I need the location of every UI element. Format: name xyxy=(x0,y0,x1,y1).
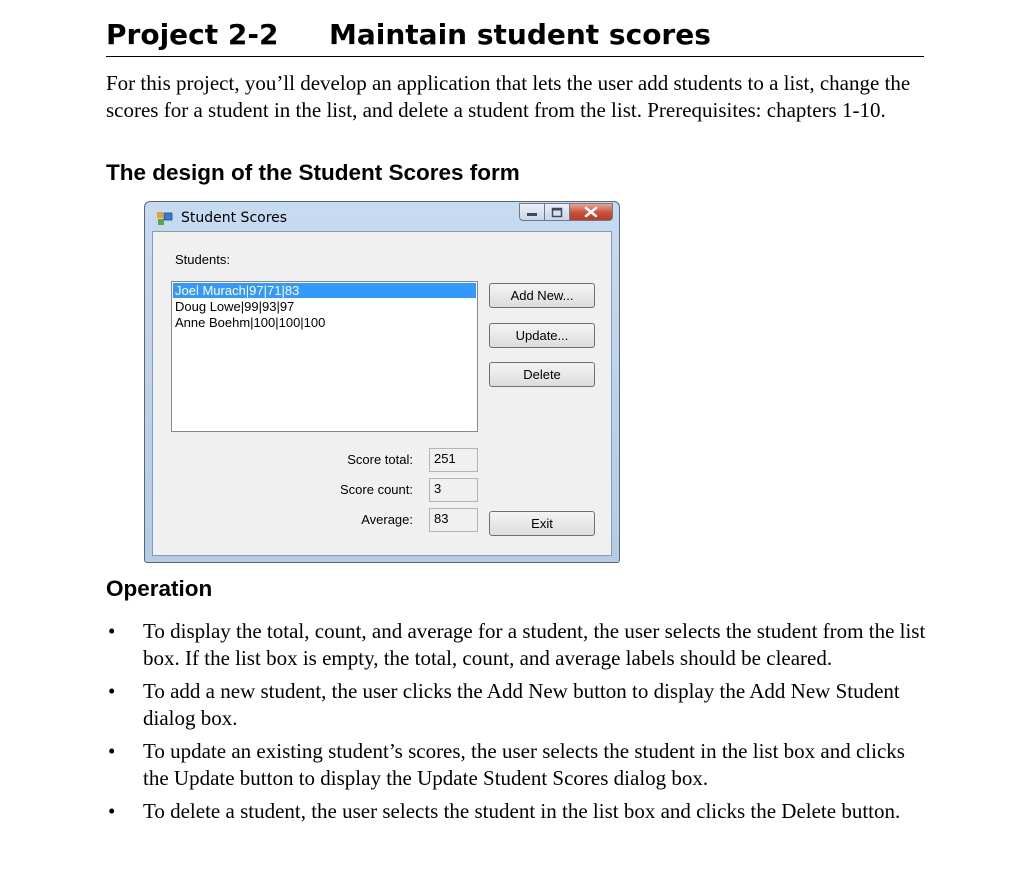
project-title-row xyxy=(106,16,924,57)
score-count-value: 3 xyxy=(429,478,478,502)
intro-paragraph: For this project, you’ll develop an application that lets the user add students to a list, change the scores for a student in the list, and delete a student from the list. Prerequisites: chapters 1-10. xyxy=(106,71,911,122)
bullet-icon: • xyxy=(108,799,116,823)
bullet-text: To update an existing student’s scores, the user selects the student in the list box and clicks the Update button to display the Update Student Scores dialog box. xyxy=(143,739,905,790)
student-scores-window xyxy=(144,201,620,563)
list-item[interactable]: Doug Lowe|99|93|97 xyxy=(175,299,295,314)
minimize-button[interactable] xyxy=(519,203,545,221)
minimize-icon xyxy=(520,204,544,220)
list-item[interactable]: Anne Boehm|100|100|100 xyxy=(175,315,326,330)
list-item[interactable]: Joel Murach|97|71|83 xyxy=(173,283,476,298)
delete-button[interactable]: Delete xyxy=(489,362,595,387)
score-total-value: 251 xyxy=(429,448,478,472)
add-new-button[interactable]: Add New... xyxy=(489,283,595,308)
bullet-text: To add a new student, the user clicks the Add New button to display the Add New Student dialog box. xyxy=(143,679,900,730)
window-title: Student Scores xyxy=(181,210,288,226)
maximize-icon xyxy=(545,204,569,220)
operation-heading: Operation xyxy=(106,576,213,601)
average-label: Average: xyxy=(361,512,413,527)
students-listbox[interactable] xyxy=(171,281,478,432)
bullet-icon: • xyxy=(108,739,116,763)
design-heading: The design of the Student Scores form xyxy=(106,160,520,185)
average-value: 83 xyxy=(429,508,478,532)
list-item xyxy=(106,738,926,791)
students-label: Students: xyxy=(175,252,230,267)
close-button[interactable] xyxy=(569,203,613,221)
close-icon xyxy=(570,204,612,220)
project-number: Project 2-2 xyxy=(106,18,279,51)
bullet-text: To display the total, count, and average for a student, the user selects the student from the list box. If the list box is empty, the total, count, and average labels should be cleared. xyxy=(143,619,926,670)
bullet-icon: • xyxy=(108,619,116,643)
list-item xyxy=(106,678,926,731)
operation-list xyxy=(106,618,926,832)
score-count-label: Score count: xyxy=(340,482,413,497)
form-client-area xyxy=(152,231,612,556)
list-item xyxy=(106,618,926,671)
list-item xyxy=(106,798,926,825)
update-button[interactable]: Update... xyxy=(489,323,595,348)
bullet-text: To delete a student, the user selects the student in the list box and clicks the Delete button. xyxy=(143,799,901,823)
app-icon xyxy=(157,212,173,226)
exit-button[interactable]: Exit xyxy=(489,511,595,536)
bullet-icon: • xyxy=(108,679,116,703)
project-name: Maintain student scores xyxy=(329,18,711,51)
window-controls xyxy=(519,203,613,222)
maximize-button[interactable] xyxy=(544,203,570,221)
score-total-label: Score total: xyxy=(347,452,413,467)
